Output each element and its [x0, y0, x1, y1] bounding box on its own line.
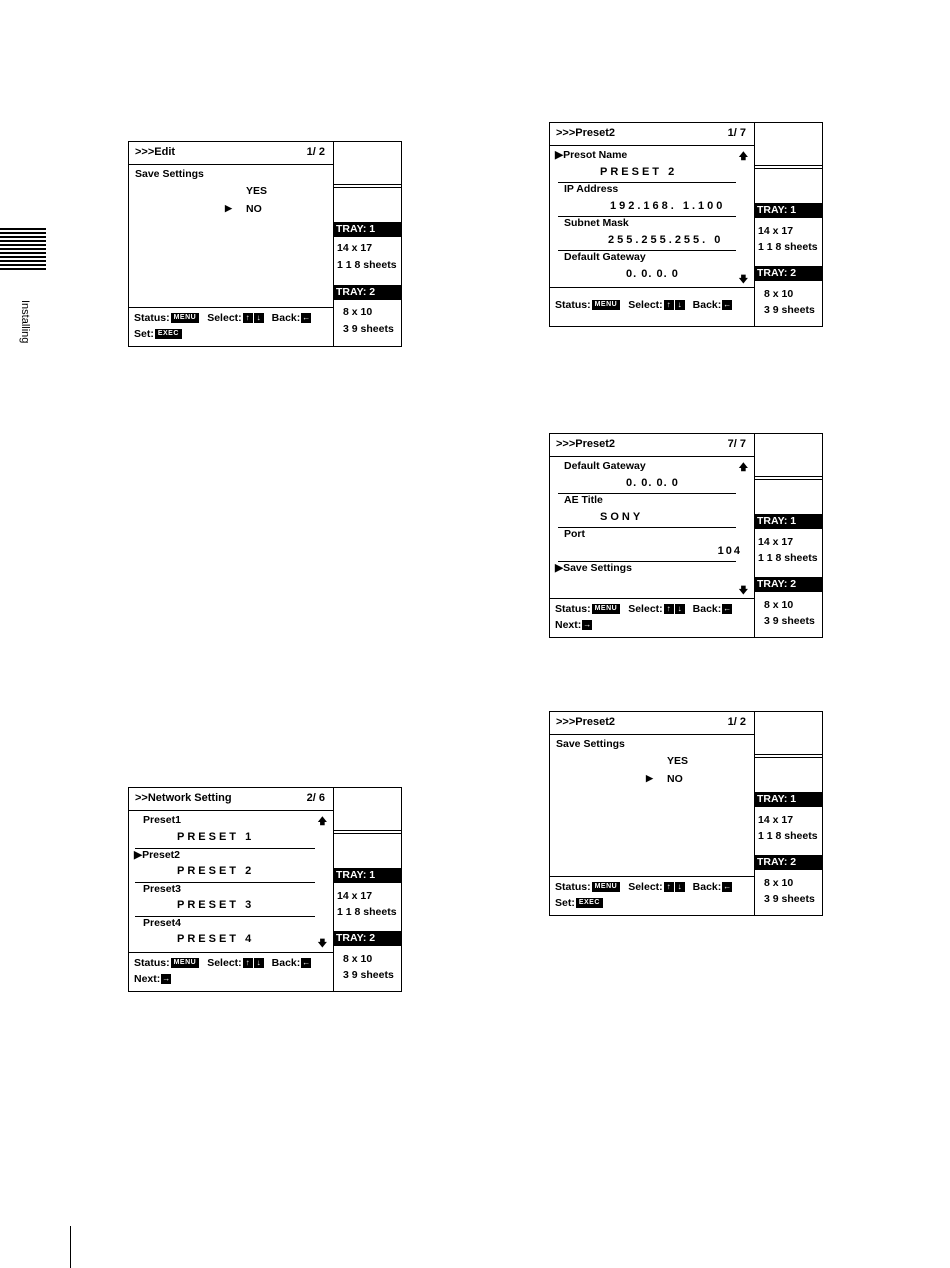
back-label: Back:: [692, 299, 722, 311]
ip-address-item[interactable]: IP Address: [564, 183, 619, 195]
tray2-header: TRAY: 2: [754, 266, 822, 281]
scroll-down-icon: 🡇: [317, 938, 327, 948]
menu-title-bar: [556, 438, 746, 454]
tray2-sheets: 3 9 sheets: [343, 323, 394, 335]
divider: [129, 164, 333, 165]
menu-title-bar: [135, 792, 325, 808]
tray2-header: TRAY: 2: [333, 931, 401, 946]
divider: [754, 476, 822, 477]
tray2-header: TRAY: 2: [754, 577, 822, 592]
preset1-value: PRESET 1: [177, 831, 255, 843]
tray-status-panel: [333, 788, 401, 991]
preset2-value: PRESET 2: [177, 865, 255, 877]
menu-panel: [129, 788, 334, 991]
tray2-sheets: 3 9 sheets: [764, 615, 815, 627]
select-label: Select:: [207, 957, 242, 969]
option-yes[interactable]: YES: [667, 755, 689, 767]
preset4-value: PRESET 4: [177, 933, 255, 945]
select-label: Select:: [207, 312, 242, 324]
up-key-icon: ↑: [664, 300, 674, 310]
menu-title: >>>Preset2: [556, 716, 616, 728]
tray2-size: 8 x 10: [343, 306, 373, 318]
down-key-icon: ↓: [675, 604, 685, 614]
preset-name-item[interactable]: ▶Presot Name: [555, 149, 628, 161]
status-label: Status:: [555, 881, 591, 893]
tray1-size: 14 x 17: [337, 242, 373, 254]
tray2-header: TRAY: 2: [754, 855, 822, 870]
save-settings-label: Save Settings: [135, 168, 204, 180]
menu-title-bar: [135, 146, 325, 162]
tray2-size: 8 x 10: [764, 599, 794, 611]
page-margin-rule: [70, 1226, 71, 1268]
select-label: Select:: [628, 603, 663, 615]
back-label: Back:: [271, 312, 301, 324]
divider: [333, 187, 401, 188]
divider: [550, 734, 754, 735]
key-guide: [134, 955, 331, 989]
down-key-icon: ↓: [675, 882, 685, 892]
menu-key-icon: MENU: [592, 882, 621, 892]
tray2-sheets: 3 9 sheets: [343, 969, 394, 981]
divider: [754, 168, 822, 169]
set-label: Set:: [134, 328, 154, 340]
option-no[interactable]: NO: [246, 203, 262, 215]
menu-key-icon: MENU: [592, 604, 621, 614]
menu-title: >>>Edit: [135, 146, 176, 158]
status-label: Status:: [555, 299, 591, 311]
menu-panel: [129, 142, 334, 346]
ae-title-value: SONY: [600, 511, 644, 523]
cursor-icon: ▶: [646, 773, 653, 783]
scroll-up-icon: 🡅: [738, 151, 748, 161]
page-indicator: 1/ 7: [727, 127, 746, 139]
back-label: Back:: [692, 881, 722, 893]
menu-key-icon: MENU: [592, 300, 621, 310]
up-key-icon: ↑: [243, 958, 253, 968]
down-key-icon: ↓: [254, 313, 264, 323]
tray1-size: 14 x 17: [758, 225, 794, 237]
tray1-header: TRAY: 1: [333, 868, 401, 883]
page-indicator: 7/ 7: [727, 438, 746, 450]
page-indicator: 1/ 2: [306, 146, 325, 158]
status-label: Status:: [134, 957, 170, 969]
menu-key-icon: MENU: [171, 958, 200, 968]
up-key-icon: ↑: [243, 313, 253, 323]
back-key-icon: ←: [302, 313, 311, 322]
select-label: Select:: [628, 881, 663, 893]
scroll-up-icon: 🡅: [738, 462, 748, 472]
down-key-icon: ↓: [675, 300, 685, 310]
menu-panel: [550, 123, 755, 326]
tray1-header: TRAY: 1: [754, 792, 822, 807]
preset2-save-screen: [549, 711, 823, 916]
select-label: Select:: [628, 299, 663, 311]
tray2-size: 8 x 10: [764, 288, 794, 300]
back-key-icon: ←: [723, 300, 732, 309]
option-yes[interactable]: YES: [246, 185, 268, 197]
tray-status-panel: [754, 434, 822, 637]
tray2-size: 8 x 10: [764, 877, 794, 889]
tray1-sheets: 1 1 8 sheets: [758, 830, 818, 842]
scroll-up-icon: 🡅: [317, 816, 327, 826]
menu-key-icon: MENU: [171, 313, 200, 323]
network-setting-screen: [128, 787, 402, 992]
divider: [550, 287, 754, 288]
page-indicator: 2/ 6: [306, 792, 325, 804]
tray1-sheets: 1 1 8 sheets: [337, 259, 397, 271]
preset2-page1-screen: [549, 122, 823, 327]
status-label: Status:: [555, 603, 591, 615]
tray1-header: TRAY: 1: [754, 203, 822, 218]
tray1-header: TRAY: 1: [333, 222, 401, 237]
ip-address-value: 192.168. 1.100: [610, 200, 726, 212]
divider: [550, 145, 754, 146]
tray-status-panel: [754, 123, 822, 326]
divider: [333, 830, 401, 831]
divider: [550, 876, 754, 877]
divider: [550, 598, 754, 599]
scroll-down-icon: 🡇: [738, 585, 748, 595]
save-settings-label: Save Settings: [556, 738, 625, 750]
down-key-icon: ↓: [254, 958, 264, 968]
set-label: Set:: [555, 897, 575, 909]
ae-title-item[interactable]: AE Title: [564, 494, 603, 506]
tray1-size: 14 x 17: [337, 890, 373, 902]
status-label: Status:: [134, 312, 170, 324]
tray2-sheets: 3 9 sheets: [764, 304, 815, 316]
key-guide: [134, 310, 331, 344]
tray1-size: 14 x 17: [758, 536, 794, 548]
tray1-sheets: 1 1 8 sheets: [758, 552, 818, 564]
back-key-icon: ←: [723, 882, 732, 891]
menu-title-bar: [556, 127, 746, 143]
save-settings-item[interactable]: ▶Save Settings: [555, 562, 632, 574]
default-gateway-value: 0. 0. 0. 0: [626, 268, 679, 280]
tray2-header: TRAY: 2: [333, 285, 401, 300]
default-gateway-item[interactable]: Default Gateway: [564, 460, 646, 472]
back-key-icon: ←: [723, 604, 732, 613]
subnet-mask-value: 255.255.255. 0: [608, 234, 724, 246]
page-indicator: 1/ 2: [727, 716, 746, 728]
divider: [129, 307, 333, 308]
menu-title-bar: [556, 716, 746, 732]
preset3-item[interactable]: Preset3: [143, 883, 181, 895]
scroll-down-icon: 🡇: [738, 274, 748, 284]
next-key-icon: →: [583, 620, 592, 629]
port-item[interactable]: Port: [564, 528, 585, 540]
next-label: Next:: [555, 619, 582, 631]
divider: [754, 165, 822, 166]
port-value: 104: [717, 545, 742, 557]
next-label: Next:: [134, 973, 161, 985]
back-label: Back:: [692, 603, 722, 615]
tray1-sheets: 1 1 8 sheets: [758, 241, 818, 253]
divider: [550, 456, 754, 457]
preset4-item[interactable]: Preset4: [143, 917, 181, 929]
preset1-item[interactable]: Preset1: [143, 814, 181, 826]
preset2-item[interactable]: ▶Preset2: [134, 849, 181, 861]
section-thumb-tab: [0, 228, 46, 274]
section-label: Installing: [19, 300, 31, 344]
menu-panel: [550, 434, 755, 637]
default-gateway-value: 0. 0. 0. 0: [626, 477, 679, 489]
tray-status-panel: [333, 142, 401, 346]
divider: [333, 833, 401, 834]
up-key-icon: ↑: [664, 604, 674, 614]
key-guide: [555, 879, 752, 913]
preset2-page7-screen: [549, 433, 823, 638]
divider: [754, 757, 822, 758]
tray1-size: 14 x 17: [758, 814, 794, 826]
cursor-icon: ▶: [225, 203, 232, 213]
preset3-value: PRESET 3: [177, 899, 255, 911]
next-key-icon: →: [162, 974, 171, 983]
menu-title: >>Network Setting: [135, 792, 232, 804]
menu-panel: [550, 712, 755, 915]
key-guide: [555, 601, 752, 635]
exec-key-icon: EXEC: [576, 898, 603, 908]
tray2-size: 8 x 10: [343, 953, 373, 965]
up-key-icon: ↑: [664, 882, 674, 892]
back-key-icon: ←: [302, 958, 311, 967]
tray1-sheets: 1 1 8 sheets: [337, 906, 397, 918]
tray1-header: TRAY: 1: [754, 514, 822, 529]
edit-save-screen: [128, 141, 402, 347]
back-label: Back:: [271, 957, 301, 969]
tray2-sheets: 3 9 sheets: [764, 893, 815, 905]
divider: [333, 184, 401, 185]
divider: [754, 754, 822, 755]
thumb-stripes: [0, 228, 46, 270]
subnet-mask-item[interactable]: Subnet Mask: [564, 217, 629, 229]
default-gateway-item[interactable]: Default Gateway: [564, 251, 646, 263]
key-guide: [555, 290, 752, 324]
menu-title: >>>Preset2: [556, 438, 616, 450]
exec-key-icon: EXEC: [155, 329, 182, 339]
tray-status-panel: [754, 712, 822, 915]
preset-name-value: PRESET 2: [600, 166, 678, 178]
divider: [129, 810, 333, 811]
divider: [129, 952, 333, 953]
option-no[interactable]: NO: [667, 773, 683, 785]
divider: [754, 479, 822, 480]
menu-title: >>>Preset2: [556, 127, 616, 139]
